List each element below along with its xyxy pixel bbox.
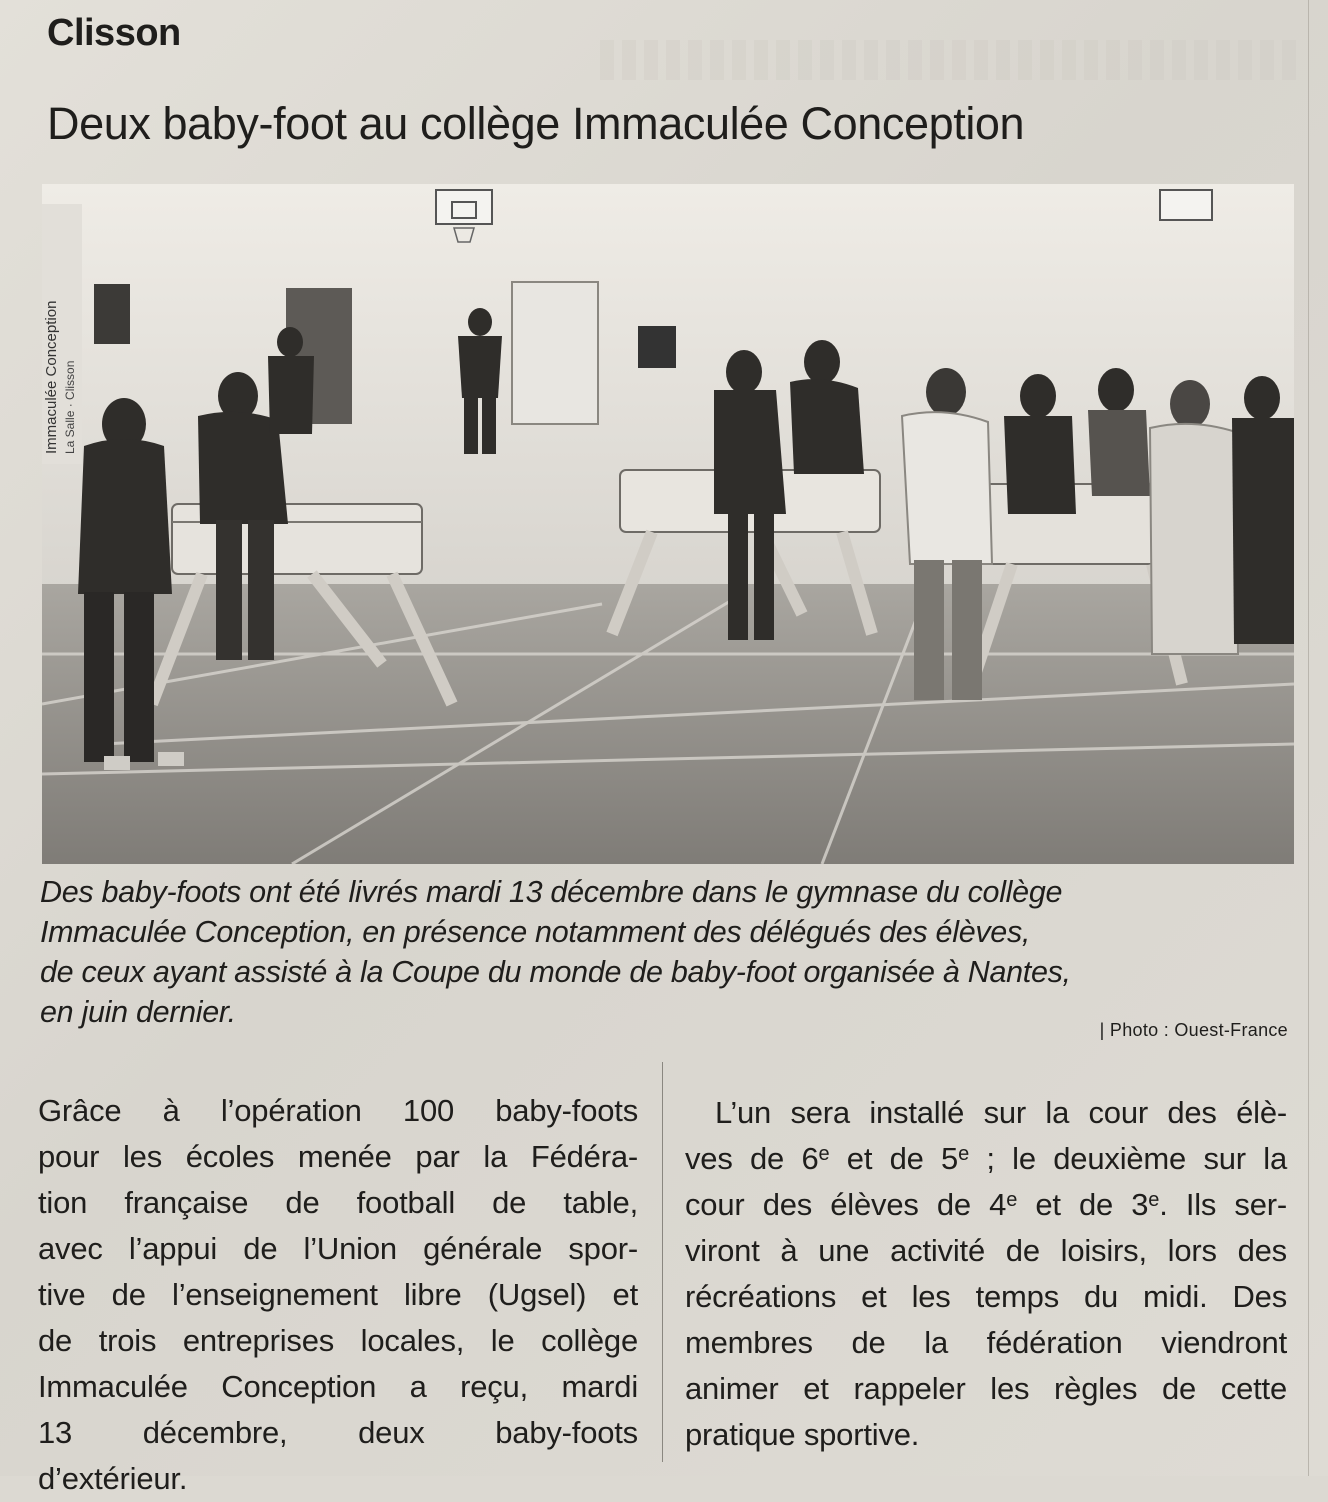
superscript: e <box>958 1143 970 1165</box>
superscript: e <box>1006 1189 1018 1211</box>
banner-text-1: Immaculée Conception <box>43 300 60 454</box>
body-line: pour les écoles menée par la Fédéra- <box>38 1139 638 1174</box>
article-column-2 <box>685 1090 1287 1458</box>
bleed-through-texture <box>600 40 1300 80</box>
body-line <box>685 1182 1287 1228</box>
article-photo <box>42 184 1294 864</box>
text-run: et de 3 <box>1017 1187 1149 1222</box>
body-line <box>685 1136 1287 1182</box>
text-run: ves de 6 <box>685 1141 819 1176</box>
body-line: 13 décembre, deux baby-foots <box>38 1415 638 1450</box>
text-run: et de 5 <box>829 1141 959 1176</box>
body-line: récréations et les temps du midi. Des <box>685 1279 1287 1314</box>
body-line: L’un sera installé sur la cour des élè- <box>715 1095 1287 1130</box>
column-divider <box>662 1062 663 1462</box>
gym-scene-illustration <box>42 184 1294 864</box>
wall-panel <box>94 284 130 344</box>
text-run: ; le deuxième sur la <box>969 1141 1287 1176</box>
body-line: membres de la fédération viendront <box>685 1325 1287 1360</box>
body-line: viront à une activité de loisirs, lors des <box>685 1233 1287 1268</box>
article-headline: Deux baby-foot au collège Immaculée Conception <box>47 98 1025 149</box>
basketball-backboard-right <box>1160 190 1212 220</box>
text-run: . Ils ser- <box>1159 1187 1287 1222</box>
article-column-1 <box>38 1088 638 1502</box>
locality-kicker: Clisson <box>47 12 181 54</box>
text-run: cour des élèves de 4 <box>685 1187 1007 1222</box>
right-margin-rule <box>1308 0 1309 1476</box>
caption-line: Immaculée Conception, en présence notamment des délégués des élèves, <box>40 915 1031 949</box>
body-line: avec l’appui de l’Union générale spor- <box>38 1231 638 1266</box>
superscript: e <box>1148 1189 1160 1211</box>
photo-caption <box>40 872 1280 1032</box>
caption-line: de ceux ayant assisté à la Coupe du monde de baby-foot organisée à Nantes, <box>40 955 1071 989</box>
banner-text-2: La Salle · Clisson <box>63 360 77 454</box>
photo-credit: | Photo : Ouest-France <box>1099 1020 1288 1040</box>
body-line: Immaculée Conception a reçu, mardi <box>38 1369 638 1404</box>
body-line: Grâce à l’opération 100 baby-foots <box>38 1093 638 1128</box>
body-line: de trois entreprises locales, le collège <box>38 1323 638 1358</box>
caption-line: Des baby-foots ont été livrés mardi 13 décembre dans le gymnase du collège <box>40 875 1063 909</box>
wall-sign <box>638 326 676 368</box>
body-line: pratique sportive. <box>685 1417 920 1452</box>
body-line: tive de l’enseignement libre (Ugsel) et <box>38 1277 638 1312</box>
body-line: tion française de football de table, <box>38 1185 638 1220</box>
body-line: d’extérieur. <box>38 1461 188 1496</box>
body-line: animer et rappeler les règles de cette <box>685 1371 1287 1406</box>
superscript: e <box>818 1143 830 1165</box>
caption-line: en juin dernier. <box>40 995 236 1029</box>
gym-door-center <box>512 282 598 424</box>
